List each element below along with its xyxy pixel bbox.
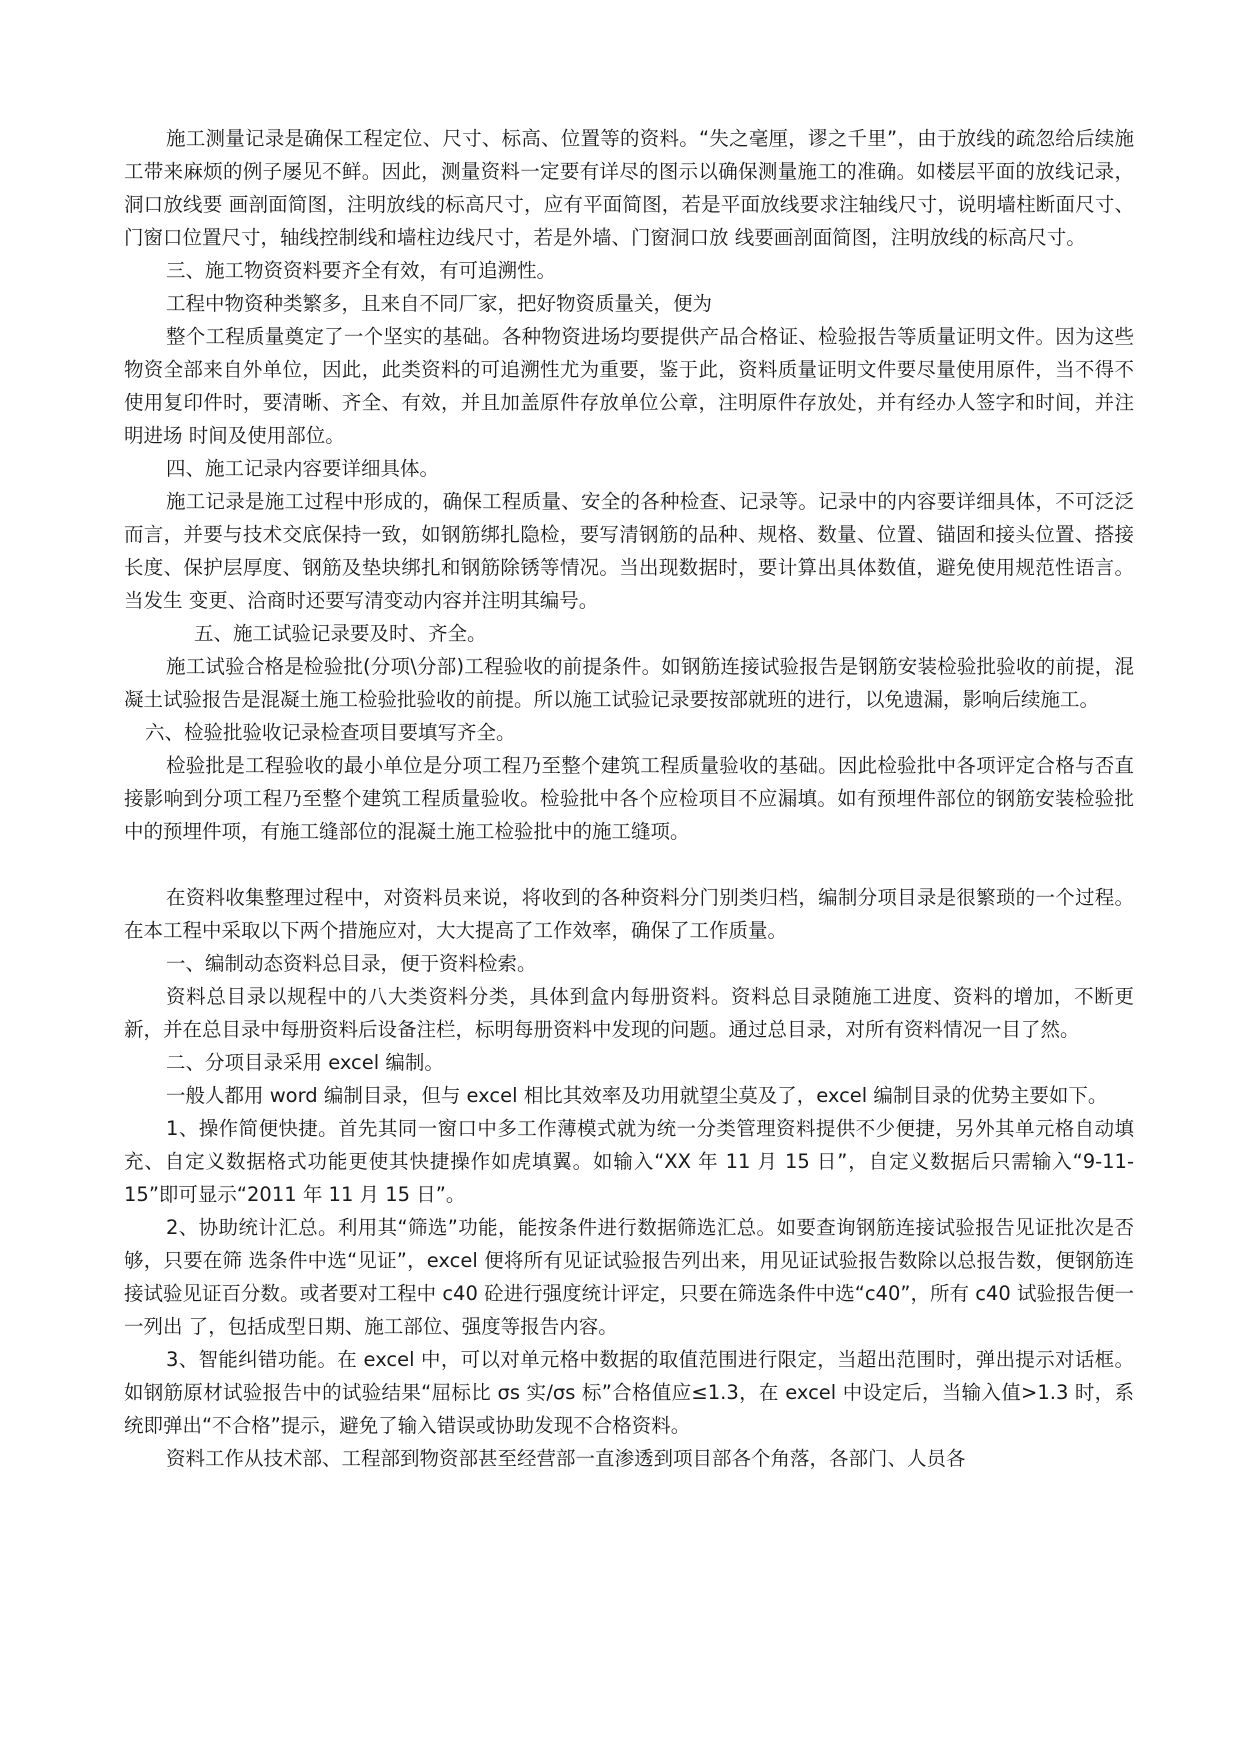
paragraph: 施工试验合格是检验批(分项\分部)工程验收的前提条件。如钢筋连接试验报告是钢筋安装检验批验收的前提，混凝土试验报告是混凝土施工检验批验收的前提。所以施工试验记录要按部就班的进行，以免遗漏，影响后续施工。 <box>124 655 1134 711</box>
paragraph: 3、智能纠错功能。在 excel 中，可以对单元格中数据的取值范围进行限定，当超出范围时，弹出提示对话框。如钢筋原材试验报告中的试验结果“屈标比 σs 实/σs 标”合格值应≤1.3，在 excel 中设定后，当输入值>1.3 时，系统即弹出“不合格”提示，避免了输入错误或协助发现不合格资料。 <box>124 1348 1134 1437</box>
paragraph: 施工记录是施工过程中形成的，确保工程质量、安全的各种检查、记录等。记录中的内容要详细具体，不可泛泛而言，并要与技术交底保持一致，如钢筋绑扎隐检，要写清钢筋的品种、规格、数量、位置、锚固和接头位置、搭接长度、保护层厚度、钢筋及垫块绑扎和钢筋除锈等情况。当出现数据时，要计算出具体数值，避免使用规范性语言。当发生 变更、洽商时还要写清变动内容并注明其编号。 <box>124 490 1134 612</box>
section-heading: 二、分项目录采用 excel 编制。 <box>166 1051 444 1074</box>
paragraph: 1、操作简便快捷。首先其同一窗口中多工作薄模式就为统一分类管理资料提供不少便捷，另外其单元格自动填充、自定义数据格式功能更使其快捷操作如虎填翼。如输入“XX 年 11 月 15 日”，自定义数据后只需输入“9-11-15”即可显示“2011 年 11 月 15 日”。 <box>124 1117 1134 1206</box>
paragraph: 2、协助统计汇总。利用其“筛选”功能，能按条件进行数据筛选汇总。如要查询钢筋连接试验报告见证批次是否够，只要在筛 选条件中选“见证”，excel 便将所有见证试验报告列出来，用见证试验报告数除以总报告数，便钢筋连接试验见证百分数。或者要对工程中 c40 砼进行强度统计评定，只要在筛选条件中选“c40”，所有 c40 试验报告便一一列出 了，包括成型日期、施工部位、强度等报告内容。 <box>124 1216 1134 1338</box>
paragraph: 整个工程质量奠定了一个坚实的基础。各种物资进场均要提供产品合格证、检验报告等质量证明文件。因为这些物资全部来自外单位，因此，此类资料的可追溯性尤为重要，鉴于此，资料质量证明文件要尽量使用原件，当不得不使用复印件时，要清晰、齐全、有效，并且加盖原件存放单位公章，注明原件存放处，并有经办人签字和时间，并注明进场 时间及使用部位。 <box>124 325 1134 447</box>
paragraph: 一般人都用 word 编制目录，但与 excel 相比其效率及功用就望尘莫及了，excel 编制目录的优势主要如下。 <box>166 1084 1108 1107</box>
blank-line <box>124 848 1134 881</box>
section-heading: 三、施工物资资料要齐全有效，有可追溯性。 <box>166 259 557 282</box>
document-page <box>124 122 1134 1475</box>
paragraph: 资料总目录以规程中的八大类资料分类，具体到盒内每册资料。资料总目录随施工进度、资料的增加，不断更新，并在总目录中每册资料后设备注栏，标明每册资料中发现的问题。通过总目录，对所有资料情况一目了然。 <box>124 985 1134 1041</box>
section-heading: 一、编制动态资料总目录，便于资料检索。 <box>166 952 537 975</box>
paragraph: 资料工作从技术部、工程部到物资部甚至经营部一直渗透到项目部各个角落，各部门、人员各 <box>166 1447 966 1470</box>
paragraph: 工程中物资种类繁多，且来自不同厂家，把好物资质量关，便为 <box>166 292 713 315</box>
paragraph: 施工测量记录是确保工程定位、尺寸、标高、位置等的资料。“失之毫厘，谬之千里”，由于放线的疏忽给后续施工带来麻烦的例子屡见不鲜。因此，测量资料一定要有详尽的图示以确保测量施工的准确。如楼层平面的放线记录，洞口放线要 画剖面简图，注明放线的标高尺寸，应有平面简图，若是平面放线要求注轴线尺寸，说明墙柱断面尺寸、门窗口位置尺寸，轴线控制线和墙柱边线尺寸，若是外墙、门窗洞口放 线要画剖面简图，注明放线的标高尺寸。 <box>124 127 1134 249</box>
section-heading: 五、施工试验记录要及时、齐全。 <box>194 622 487 645</box>
paragraph: 检验批是工程验收的最小单位是分项工程乃至整个建筑工程质量验收的基础。因此检验批中各项评定合格与否直接影响到分项工程乃至整个建筑工程质量验收。检验批中各个应检项目不应漏填。如有预埋件部位的钢筋安装检验批中的预埋件项，有施工缝部位的混凝土施工检验批中的施工缝项。 <box>124 754 1134 843</box>
section-heading: 六、检验批验收记录检查项目要填写齐全。 <box>145 721 516 744</box>
paragraph: 在资料收集整理过程中，对资料员来说，将收到的各种资料分门别类归档，编制分项目录是很繁琐的一个过程。在本工程中采取以下两个措施应对，大大提高了工作效率，确保了工作质量。 <box>124 886 1134 942</box>
section-heading: 四、施工记录内容要详细具体。 <box>166 457 440 480</box>
